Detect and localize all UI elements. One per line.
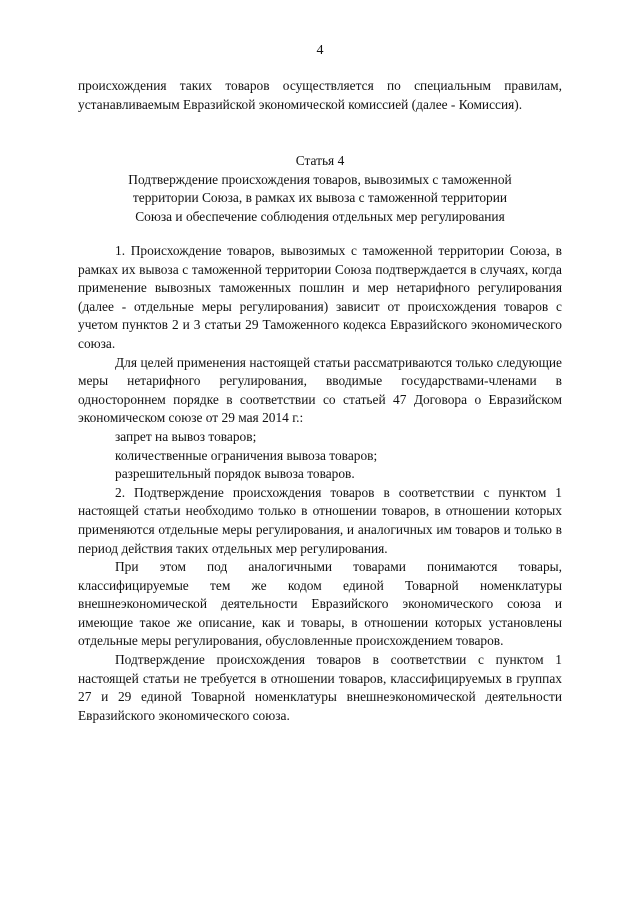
paragraph-similar-goods: При этом под аналогичными товарами понимаются товары, классифицируемые тем же кодом единой Товарной номенклатуры внешнеэкономической деятельности Евразийского экономического союза и имеющие такое же описание, как и товары, в отношении которых установлены отдельные меры регулирования, обусловленные происхождением товаров. <box>78 559 562 649</box>
paragraph-exemption: Подтверждение происхождения товаров в соответствии с пунктом 1 настоящей статьи не требуется в отношении товаров, классифицируемых в группах 27 и 29 единой Товарной номенклатуры внешнеэкономической деятельности Евразийского экономического союза. <box>78 652 562 723</box>
paragraph-item-1: 1. Происхождение товаров, вывозимых с таможенной территории Союза, в рамках их вывоза с таможенной территории Союза подтверждается в случаях, когда применение вывозных таможенных пошлин и мер нетарифного регулирования (далее - отдельные меры регулирования) зависит от происхождения товаров с учетом пунктов 2 и 3 статьи 29 Таможенного кодекса Евразийского экономического союза. <box>78 243 562 351</box>
page-number: 4 <box>316 43 324 58</box>
paragraph-measures-intro: Для целей применения настоящей статьи рассматриваются только следующие меры нетарифного регулирования, вводимые государствами-членами в одностороннем порядке в соответствии со статьей 47 Договора о Евразийском экономическом союзе от 29 мая 2014 г.: <box>78 354 562 426</box>
list-item-quantitative-limits: количественные ограничения вывоза товаров; <box>115 447 378 463</box>
article-number: Статья 4 <box>295 153 345 168</box>
article-body <box>78 242 562 725</box>
article-title-line: Союза и обеспечение соблюдения отдельных мер регулирования <box>135 208 505 224</box>
article-title-line: Подтверждение происхождения товаров, вывозимых с таможенной <box>128 171 512 187</box>
list-item-permit-procedure: разрешительный порядок вывоза товаров. <box>115 466 355 482</box>
lead-paragraph: происхождения таких товаров осуществляется по специальным правилам, устанавливаемым Евразийской экономической комиссией (далее - Комиссия). <box>78 78 562 112</box>
paragraph-item-2: 2. Подтверждение происхождения товаров в соответствии с пунктом 1 настоящей статьи необходимо только в отношении товаров, в отношении которых применяются отдельные меры регулирования, и аналогичных им товаров и только в период действия таких отдельных мер регулирования. <box>78 484 562 556</box>
article-title-line: территории Союза, в рамках их вывоза с таможенной территории <box>132 190 508 206</box>
article-header <box>78 152 562 226</box>
list-item-export-ban: запрет на вывоз товаров; <box>115 428 257 444</box>
